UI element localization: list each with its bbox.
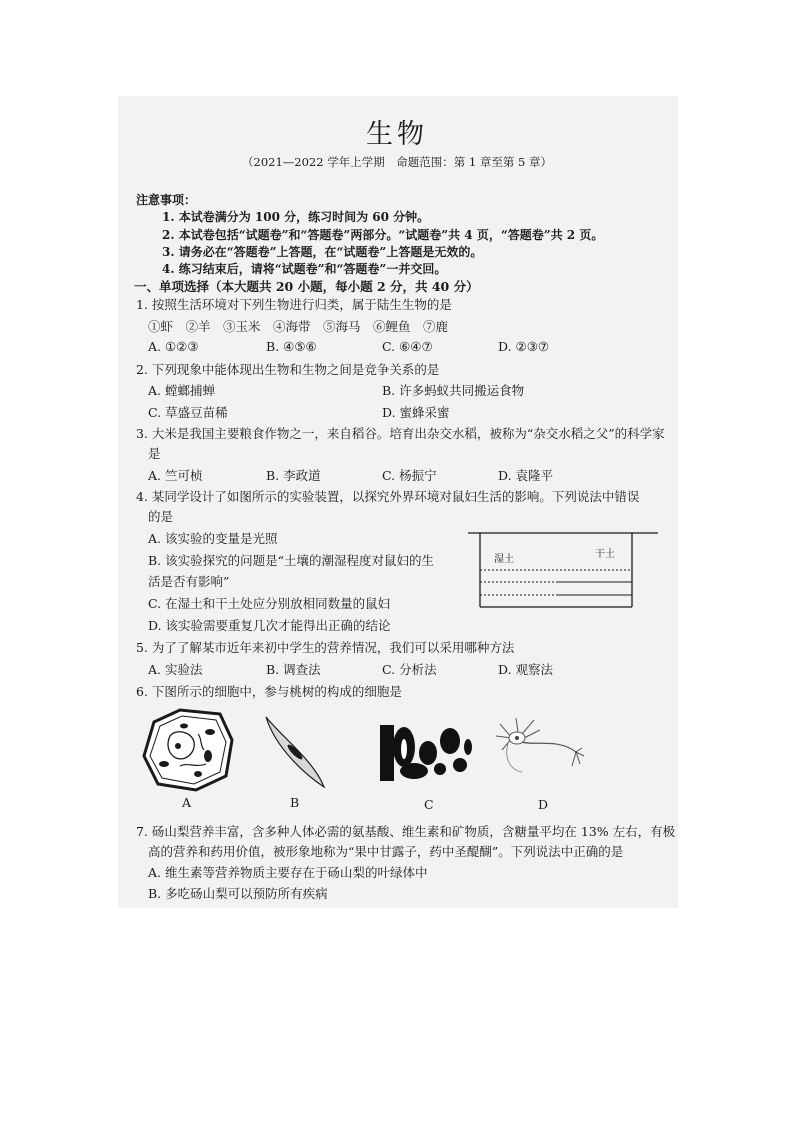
question-5-stem: 5. 为了了解某市近年来初中学生的营养情况，我们可以采用哪种方法 <box>136 640 515 655</box>
q4-option-b: B. 该实验探究的问题是“土壤的潮湿程度对鼠妇的生 <box>148 553 435 568</box>
neuron-figure <box>494 714 586 780</box>
dry-soil-label: 干土 <box>595 549 615 560</box>
q5-option-b: B. 调查法 <box>266 662 321 677</box>
q4-option-c: C. 在湿土和干土处应分别放相同数量的鼠妇 <box>148 596 391 611</box>
notice-item: 1. 本试卷满分为 100 分，练习时间为 60 分钟。 <box>162 210 430 224</box>
plant-cell-figure <box>140 706 236 792</box>
q2-option-d: D. 蜜蜂采蜜 <box>382 405 450 420</box>
q4-option-b-cont: 活是否有影响” <box>148 574 230 589</box>
experiment-apparatus-figure <box>468 527 662 613</box>
blood-cells-figure <box>380 721 472 783</box>
page-subtitle: （2021—2022 学年上学期 命题范围：第 1 章至第 5 章） <box>242 155 552 169</box>
figure-label-d: D <box>538 797 549 812</box>
question-3-stem-cont: 是 <box>148 446 161 461</box>
q3-option-b: B. 李政道 <box>266 468 321 483</box>
q4-option-d: D. 该实验需要重复几次才能得出正确的结论 <box>148 618 391 633</box>
question-1-stem: 1. 按照生活环境对下列生物进行归类，属于陆生生物的是 <box>136 297 452 312</box>
page-title: 生物 <box>366 119 428 150</box>
q5-option-d: D. 观察法 <box>498 662 554 677</box>
q3-option-a: A. 竺可桢 <box>148 468 203 483</box>
q5-option-c: C. 分析法 <box>382 662 437 677</box>
figure-label-b: B <box>290 795 300 810</box>
question-7-stem-cont: 高的营养和药用价值，被形象地称为“果中甘露子，药中圣醍醐”。下列说法中正确的是 <box>148 844 624 859</box>
q3-option-d: D. 袁隆平 <box>498 468 554 483</box>
notice-heading: 注意事项： <box>136 193 197 207</box>
q3-option-c: C. 杨振宁 <box>382 468 437 483</box>
question-2-stem: 2. 下列现象中能体现出生物和生物之间是竞争关系的是 <box>136 362 440 377</box>
question-3-stem: 3. 大米是我国主要粮食作物之一，来自稻谷。培育出杂交水稻，被称为“杂交水稻之父”的科学家 <box>136 426 665 441</box>
q2-option-c: C. 草盛豆苗稀 <box>148 405 228 420</box>
notice-item: 3. 请务必在“答题卷”上答题，在“试题卷”上答题是无效的。 <box>162 245 483 259</box>
q7-option-a: A. 维生素等营养物质主要存在于砀山梨的叶绿体中 <box>148 865 428 880</box>
q1-option-d: D. ②③⑦ <box>498 339 550 354</box>
notice-item: 4. 练习结束后，请将“试题卷”和“答题卷”一并交回。 <box>162 262 447 276</box>
q1-option-b: B. ④⑤⑥ <box>266 339 317 354</box>
question-4-stem: 4. 某同学设计了如图所示的实验装置，以探究外界环境对鼠妇生活的影响。下列说法中错误 <box>136 489 640 504</box>
wet-soil-label: 湿土 <box>494 554 514 565</box>
q1-option-a: A. ①②③ <box>148 339 199 354</box>
q2-option-b: B. 许多蚂蚁共同搬运食物 <box>382 383 525 398</box>
q1-option-c: C. ⑥④⑦ <box>382 339 433 354</box>
figure-label-c: C <box>424 797 434 812</box>
q4-option-a: A. 该实验的变量是光照 <box>148 531 278 546</box>
q2-option-a: A. 螳螂捕蝉 <box>148 383 215 398</box>
muscle-cell-figure <box>262 713 328 791</box>
question-6-stem: 6. 下图所示的细胞中，参与桃树的构成的细胞是 <box>136 684 402 699</box>
q7-option-b: B. 多吃砀山梨可以预防所有疾病 <box>148 886 328 901</box>
section-heading: 一、单项选择（本大题共 20 小题，每小题 2 分，共 40 分） <box>134 279 479 294</box>
q5-option-a: A. 实验法 <box>148 662 203 677</box>
notice-item: 2. 本试卷包括“试题卷”和“答题卷”两部分。“试题卷”共 4 页，“答题卷”共 2 页。 <box>162 228 604 242</box>
question-4-stem-cont: 的是 <box>148 509 174 524</box>
question-7-stem: 7. 砀山梨营养丰富，含多种人体必需的氨基酸、维生素和矿物质，含糖量平均在 13% 左右，有极 <box>136 824 676 839</box>
figure-label-a: A <box>182 795 192 810</box>
question-1-list: ①虾 ②羊 ③玉米 ④海带 ⑤海马 ⑥鲤鱼 ⑦鹿 <box>148 319 449 334</box>
